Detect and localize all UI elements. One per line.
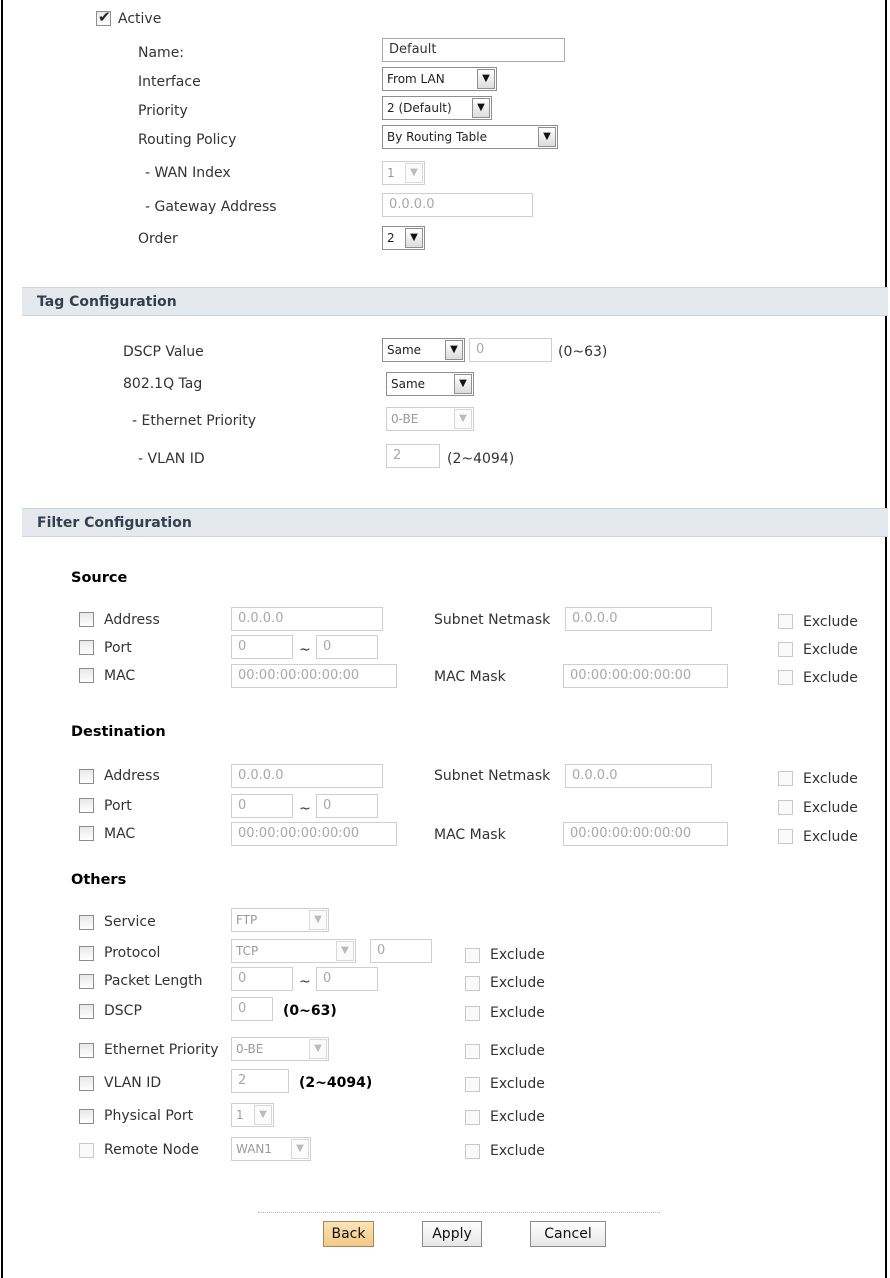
routing-policy-label: Routing Policy — [138, 132, 237, 148]
routing-policy-select[interactable] — [382, 125, 558, 149]
source-port-end-input[interactable]: 0 — [316, 635, 378, 659]
ethernet-priority-select[interactable] — [386, 407, 474, 431]
destination-port-end-input[interactable]: 0 — [316, 794, 378, 818]
vlan-id-exclude-checkbox[interactable] — [465, 1077, 480, 1092]
dscp-mode-select-value: Same — [387, 343, 422, 357]
ethernet-priority-label: - Ethernet Priority — [132, 413, 257, 429]
chevron-down-icon: ▼ — [309, 1039, 327, 1059]
filter-configuration-header — [22, 508, 888, 537]
priority-label: Priority — [138, 103, 188, 119]
tilde-text: ~ — [299, 642, 311, 658]
vlan-id-input[interactable]: 2 — [386, 444, 440, 468]
dscp-mode-select[interactable] — [382, 338, 465, 362]
chevron-down-icon: ▼ — [454, 409, 472, 429]
physical-port-checkbox[interactable] — [79, 1109, 94, 1124]
destination-address-input[interactable]: 0.0.0.0 — [231, 764, 383, 788]
source-mac-mask-input[interactable]: 00:00:00:00:00:00 — [563, 664, 728, 688]
exclude-label: Exclude — [803, 829, 858, 845]
exclude-label: Exclude — [490, 975, 545, 991]
destination-address-exclude-checkbox[interactable] — [778, 771, 793, 786]
others-section-title: Others — [71, 872, 127, 888]
wan-index-select[interactable] — [382, 161, 425, 185]
vlan-id-range-text: (2~4094) — [299, 1075, 373, 1091]
service-checkbox[interactable] — [79, 915, 94, 930]
service-select-value: FTP — [236, 913, 258, 927]
service-select[interactable] — [231, 908, 329, 932]
destination-mac-label: MAC — [104, 826, 136, 842]
destination-port-start-input[interactable]: 0 — [231, 794, 293, 818]
vlan-id-filter-input[interactable]: 2 — [231, 1069, 289, 1093]
ethernet-priority-select-value: 0-BE — [391, 412, 419, 426]
exclude-label: Exclude — [803, 670, 858, 686]
source-port-start-input[interactable]: 0 — [231, 635, 293, 659]
gateway-address-input[interactable]: 0.0.0.0 — [382, 193, 533, 217]
exclude-label: Exclude — [490, 1005, 545, 1021]
destination-mac-input[interactable]: 00:00:00:00:00:00 — [231, 822, 397, 846]
back-button[interactable]: Back — [323, 1221, 374, 1247]
source-port-checkbox[interactable] — [79, 640, 94, 655]
priority-select[interactable] — [382, 96, 492, 120]
source-address-checkbox[interactable] — [79, 612, 94, 627]
apply-button[interactable]: Apply — [422, 1221, 482, 1247]
interface-select-value: From LAN — [387, 72, 445, 86]
exclude-label: Exclude — [490, 947, 545, 963]
routing-policy-select-value: By Routing Table — [387, 130, 488, 144]
destination-port-label: Port — [104, 798, 132, 814]
physical-port-exclude-checkbox[interactable] — [465, 1110, 480, 1125]
interface-select[interactable] — [382, 67, 497, 91]
chevron-down-icon: ▼ — [405, 163, 423, 183]
8021q-tag-select-value: Same — [391, 377, 426, 391]
source-subnet-input[interactable]: 0.0.0.0 — [565, 607, 712, 631]
exclude-label: Exclude — [490, 1143, 545, 1159]
remote-node-select-value: WAN1 — [236, 1142, 273, 1156]
tilde-text: ~ — [299, 974, 311, 990]
tag-configuration-title: Tag Configuration — [37, 294, 177, 310]
remote-node-exclude-checkbox[interactable] — [465, 1144, 480, 1159]
chevron-down-icon: ▼ — [254, 1105, 272, 1125]
wan-index-select-value: 1 — [387, 166, 395, 180]
interface-label: Interface — [138, 74, 201, 90]
name-label: Name: — [138, 45, 185, 61]
exclude-label: Exclude — [803, 614, 858, 630]
protocol-select-value: TCP — [236, 944, 259, 958]
dscp-value-input[interactable]: 0 — [469, 338, 552, 362]
vlan-range-text: (2~4094) — [447, 451, 515, 467]
ethernet-priority-filter-label: Ethernet Priority — [104, 1042, 219, 1058]
chevron-down-icon: ▼ — [445, 340, 463, 360]
chevron-down-icon: ▼ — [477, 69, 495, 89]
source-mac-exclude-checkbox[interactable] — [778, 670, 793, 685]
dscp-range-text: (0~63) — [558, 344, 608, 360]
filter-configuration-title: Filter Configuration — [37, 515, 192, 531]
vlan-id-label: - VLAN ID — [138, 451, 205, 467]
chevron-down-icon: ▼ — [336, 941, 354, 961]
vlan-id-filter-label: VLAN ID — [104, 1075, 162, 1091]
destination-mac-exclude-checkbox[interactable] — [778, 829, 793, 844]
exclude-label: Exclude — [490, 1109, 545, 1125]
packet-length-label: Packet Length — [104, 973, 203, 989]
tilde-text: ~ — [299, 801, 311, 817]
dscp-checkbox[interactable] — [79, 1004, 94, 1019]
source-address-label: Address — [104, 612, 160, 628]
gateway-address-label: - Gateway Address — [145, 199, 277, 215]
source-address-exclude-checkbox[interactable] — [778, 614, 793, 629]
destination-address-checkbox[interactable] — [79, 769, 94, 784]
button-divider — [258, 1212, 660, 1213]
physical-port-label: Physical Port — [104, 1108, 194, 1124]
packet-length-start-input[interactable]: 0 — [231, 967, 293, 991]
source-mac-label: MAC — [104, 668, 136, 684]
chevron-down-icon: ▼ — [538, 127, 556, 147]
chevron-down-icon: ▼ — [472, 98, 490, 118]
active-checkbox[interactable] — [96, 8, 111, 26]
source-section-title: Source — [71, 570, 128, 586]
packet-length-exclude-checkbox[interactable] — [465, 976, 480, 991]
wan-index-label: - WAN Index — [145, 165, 231, 181]
ethernet-priority-exclude-checkbox[interactable] — [465, 1044, 480, 1059]
service-label: Service — [104, 914, 156, 930]
ethernet-priority-checkbox[interactable] — [79, 1043, 94, 1058]
tag-configuration-header — [22, 287, 888, 316]
physical-port-select-value: 1 — [236, 1108, 244, 1122]
exclude-label: Exclude — [803, 642, 858, 658]
packet-length-checkbox[interactable] — [79, 974, 94, 989]
protocol-checkbox[interactable] — [79, 946, 94, 961]
remote-node-checkbox[interactable] — [79, 1143, 94, 1158]
exclude-label: Exclude — [803, 800, 858, 816]
dscp-input[interactable]: 0 — [231, 997, 273, 1021]
protocol-label: Protocol — [104, 945, 161, 961]
order-select-value: 2 — [387, 231, 395, 245]
source-mac-mask-label: MAC Mask — [434, 669, 506, 685]
destination-mac-mask-input[interactable]: 00:00:00:00:00:00 — [563, 822, 728, 846]
destination-section-title: Destination — [71, 724, 166, 740]
ethernet-priority-filter-select-value: 0-BE — [236, 1042, 264, 1056]
remote-node-select[interactable] — [231, 1137, 311, 1161]
exclude-label: Exclude — [490, 1076, 545, 1092]
source-address-input[interactable]: 0.0.0.0 — [231, 607, 383, 631]
protocol-select[interactable] — [231, 939, 356, 963]
order-select[interactable] — [382, 226, 425, 250]
dscp-range-text: (0~63) — [283, 1003, 337, 1019]
8021q-tag-select[interactable] — [386, 372, 474, 396]
source-port-label: Port — [104, 640, 132, 656]
protocol-exclude-checkbox[interactable] — [465, 948, 480, 963]
destination-subnet-label: Subnet Netmask — [434, 768, 551, 784]
order-label: Order — [138, 231, 178, 247]
chevron-down-icon: ▼ — [454, 374, 472, 394]
destination-mac-checkbox[interactable] — [79, 826, 94, 841]
destination-port-checkbox[interactable] — [79, 798, 94, 813]
packet-length-end-input[interactable]: 0 — [316, 967, 378, 991]
exclude-label: Exclude — [803, 771, 858, 787]
destination-subnet-input[interactable]: 0.0.0.0 — [565, 764, 712, 788]
dscp-exclude-checkbox[interactable] — [465, 1006, 480, 1021]
name-input[interactable]: Default — [382, 38, 565, 62]
physical-port-select[interactable] — [231, 1103, 274, 1127]
destination-mac-mask-label: MAC Mask — [434, 827, 506, 843]
source-mac-checkbox[interactable] — [79, 668, 94, 683]
chevron-down-icon: ▼ — [291, 1139, 309, 1159]
dscp-label: DSCP — [104, 1003, 142, 1019]
source-subnet-label: Subnet Netmask — [434, 612, 551, 628]
cancel-button[interactable]: Cancel — [530, 1221, 606, 1247]
destination-address-label: Address — [104, 768, 160, 784]
priority-select-value: 2 (Default) — [387, 101, 452, 115]
destination-port-exclude-checkbox[interactable] — [778, 800, 793, 815]
source-mac-input[interactable]: 00:00:00:00:00:00 — [231, 664, 397, 688]
remote-node-label: Remote Node — [104, 1142, 200, 1158]
chevron-down-icon: ▼ — [405, 228, 423, 248]
ethernet-priority-filter-select[interactable] — [231, 1037, 329, 1061]
protocol-number-input[interactable]: 0 — [370, 939, 432, 963]
8021q-tag-label: 802.1Q Tag — [123, 376, 203, 392]
active-label: Active — [118, 11, 162, 27]
exclude-label: Exclude — [490, 1043, 545, 1059]
source-port-exclude-checkbox[interactable] — [778, 642, 793, 657]
vlan-id-filter-checkbox[interactable] — [79, 1076, 94, 1091]
dscp-value-label: DSCP Value — [123, 344, 204, 360]
checkmark-icon: ✔ — [98, 8, 111, 26]
chevron-down-icon: ▼ — [309, 910, 327, 930]
